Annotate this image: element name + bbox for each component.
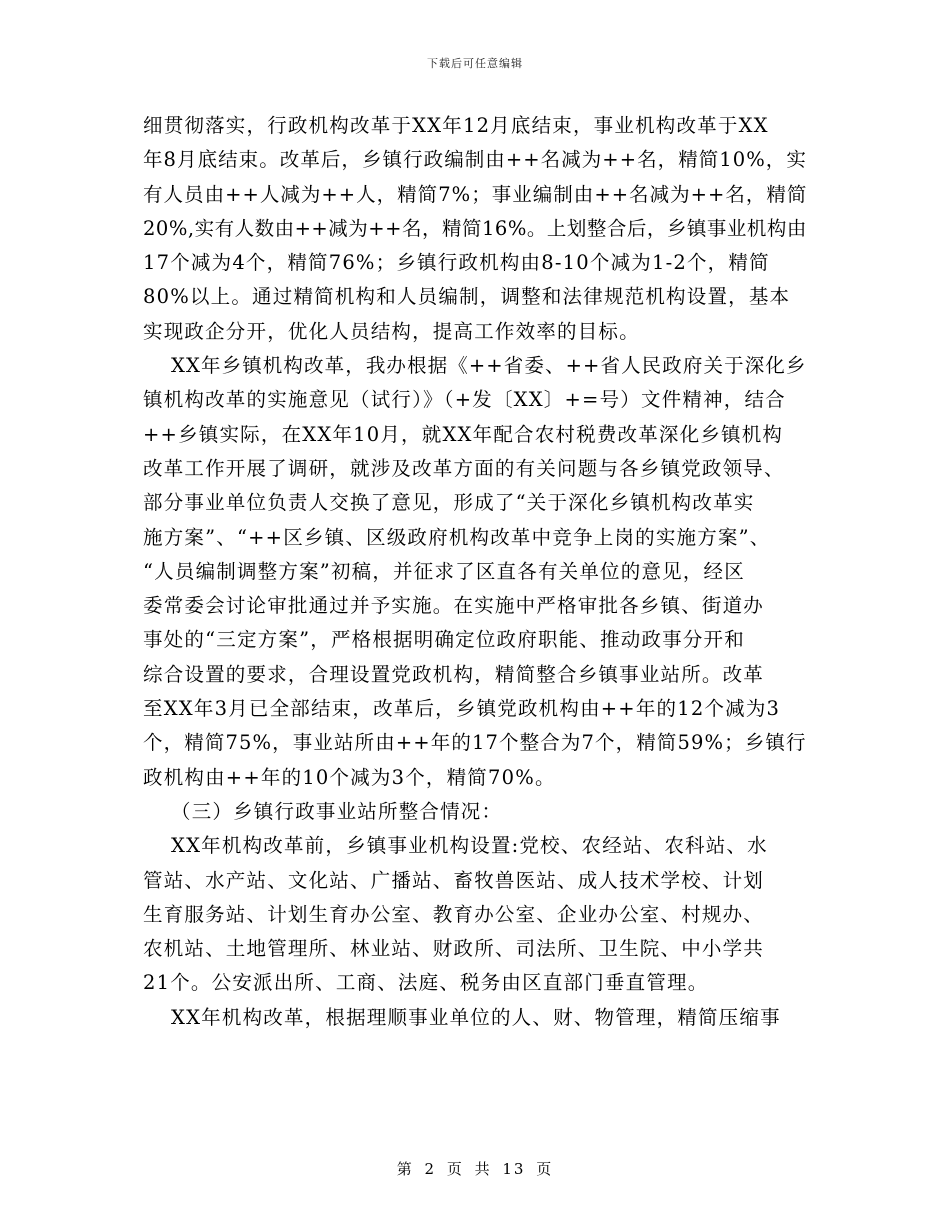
text-line: 年8月底结束。改革后，乡镇行政编制由++名减为++名，精简10%，实 xyxy=(143,148,807,172)
text-line: 镇机构改革的实施意见（试行）》（+发〔XX〕+=号）文件精神，结合 xyxy=(143,388,786,412)
paragraph-start-line: XX年乡镇机构改革，我办根据《++省委、++省人民政府关于深化乡 xyxy=(171,354,807,378)
text-line: 个，精简75%，事业站所由++年的17个整合为7个，精简59%；乡镇行 xyxy=(143,731,807,755)
text-line: 管站、水产站、文化站、广播站、畜牧兽医站、成人技术学校、计划 xyxy=(143,868,765,892)
header-note: 下载后可任意编辑 xyxy=(427,57,523,70)
page-footer: 第 2 页 共 13 页 xyxy=(396,1160,554,1178)
text-line: 综合设置的要求，合理设置党政机构，精简整合乡镇事业站所。改革 xyxy=(143,662,765,686)
text-line: 21个。公安派出所、工商、法庭、税务由区直部门垂直管理。 xyxy=(143,971,709,995)
text-line: 政机构由++年的10个减为3个，精简70%。 xyxy=(143,765,556,789)
text-line: 17个减为4个，精简76%；乡镇行政机构由8-10个减为1-2个，精简 xyxy=(143,251,770,275)
text-line: 委常委会讨论审批通过并予实施。在实施中严格审批各乡镇、街道办 xyxy=(143,594,765,618)
text-line: 至XX年3月已全部结束，改革后，乡镇党政机构由++年的12个减为3 xyxy=(143,697,781,721)
text-line: ++乡镇实际，在XX年10月，就XX年配合农村税费改革深化乡镇机构 xyxy=(143,422,784,446)
text-line: “人员编制调整方案”初稿，并征求了区直各有关单位的意见，经区 xyxy=(143,559,745,583)
text-line: 实现政企分开，优化人员结构，提高工作效率的目标。 xyxy=(143,319,640,343)
text-line: 部分事业单位负责人交换了意见，形成了“关于深化乡镇机构改革实 xyxy=(143,491,755,515)
text-line: 80%以上。通过精简机构和人员编制，调整和法律规范机构设置，基本 xyxy=(143,285,791,309)
text-line: 生育服务站、计划生育办公室、教育办公室、企业办公室、村规办、 xyxy=(143,902,765,926)
text-line: 细贯彻落实，行政机构改革于XX年12月底结束，事业机构改革于XX xyxy=(143,114,769,137)
text-line: 有人员由++人减为++人，精简7%；事业编制由++名减为++名，精简 xyxy=(143,182,808,206)
paragraph-start-line: XX年机构改革，根据理顺事业单位的人、财、物管理，精简压缩事 xyxy=(171,1005,781,1029)
document-body xyxy=(143,109,807,1035)
text-line: 改革工作开展了调研，就涉及改革方面的有关问题与各乡镇党政领导、 xyxy=(143,456,785,480)
section-heading: （三）乡镇行政事业站所整合情况： xyxy=(171,799,503,823)
text-line: 施方案”、“++区乡镇、区级政府机构改革中竞争上岗的实施方案”、 xyxy=(143,525,771,549)
text-line: 事处的“三定方案”，严格根据明确定位政府职能、推动政事分开和 xyxy=(143,628,745,652)
text-line: 农机站、土地管理所、林业站、财政所、司法所、卫生院、中小学共 xyxy=(143,937,765,961)
text-line: 20%,实有人数由++减为++名，精简16%。上划整合后，乡镇事业机构由 xyxy=(143,216,807,240)
paragraph-start-line: XX年机构改革前，乡镇事业机构设置:党校、农经站、农科站、水 xyxy=(171,834,768,858)
